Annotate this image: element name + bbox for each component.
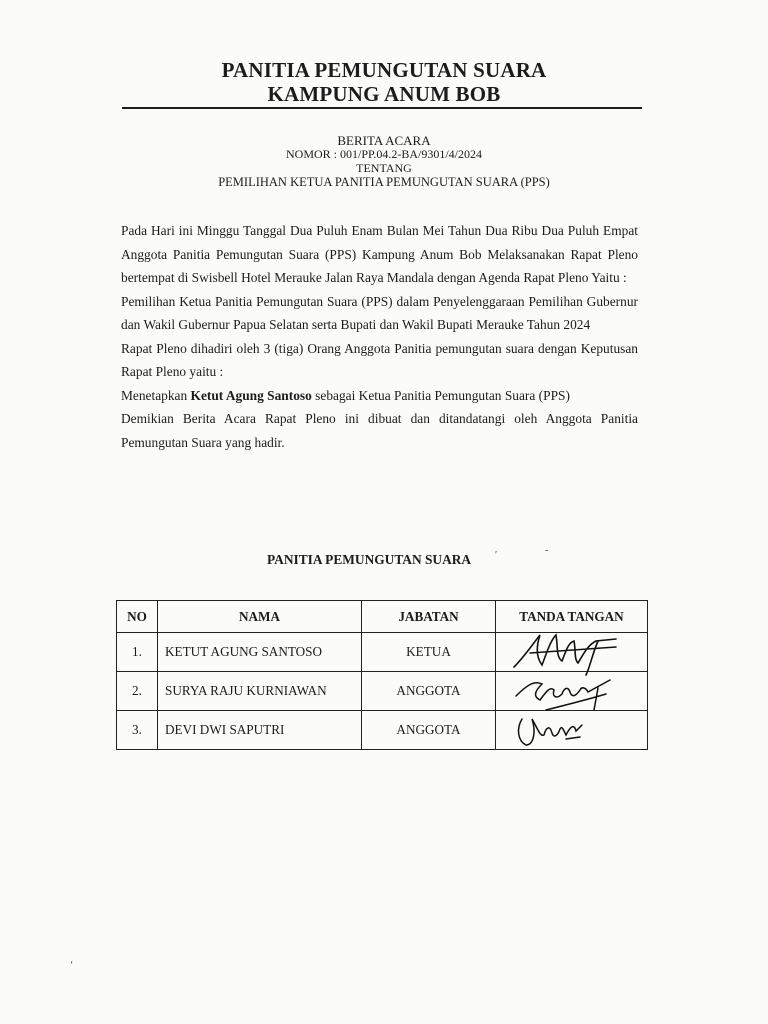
body-text xyxy=(121,219,638,454)
row-number: 2. xyxy=(117,672,158,711)
signature-table xyxy=(116,600,648,750)
doc-about: TENTANG xyxy=(356,161,412,175)
table-row xyxy=(117,711,648,750)
header-rule xyxy=(122,107,642,109)
paragraph-3: Rapat Pleno dihadiri oleh 3 (tiga) Orang Anggota Panitia pemungutan suara dengan Keputusan Rapat Pleno yaitu : xyxy=(121,340,638,379)
paragraph-2: Pemilihan Ketua Panitia Pemungutan Suara (PPS) dalam Penyelenggaraan Pemilihan Gubernur dan Wakil Gubernur Papua Selatan serta Bupati dan Wakil Bupati Merauke Tahun 2024 xyxy=(121,293,638,332)
signature-cell xyxy=(496,711,648,750)
committee-title: PANITIA PEMUNGUTAN SUARA xyxy=(267,552,472,567)
column-header-position: JABATAN xyxy=(362,601,496,633)
row-number: 1. xyxy=(117,633,158,672)
member-position: ANGGOTA xyxy=(362,672,496,711)
paragraph-4-post: sebagai Ketua Panitia Pemungutan Suara (PPS) xyxy=(311,387,570,403)
doc-number: NOMOR : 001/PP.04.2-BA/9301/4/2024 xyxy=(285,147,483,161)
paragraph-4 xyxy=(121,384,638,408)
signature-3 xyxy=(506,705,636,755)
doc-type: BERITA ACARA xyxy=(337,133,431,148)
row-number: 3. xyxy=(117,711,158,750)
paragraph-5: Demikian Berita Acara Rapat Pleno ini dibuat dan ditandatangi oleh Anggota Panitia Pemungutan Suara yang hadir. xyxy=(121,411,638,450)
paragraph-1: Pada Hari ini Minggu Tanggal Dua Puluh Enam Bulan Mei Tahun Dua Ribu Dua Puluh Empat Anggota Panitia Pemungutan Suara (PPS) Kampung Anum Bob Melaksanakan Rapat Pleno bertempat di Swisbell Hotel Merauke Jalan Raya Mandala dengan Agenda Rapat Pleno Yaitu : xyxy=(121,223,638,285)
column-header-signature: TANDA TANGAN xyxy=(496,601,648,633)
member-position: ANGGOTA xyxy=(362,711,496,750)
speck-mark: - xyxy=(545,545,549,556)
member-name: KETUT AGUNG SANTOSO xyxy=(158,633,362,672)
header-line-1: PANITIA PEMUNGUTAN SUARA xyxy=(221,58,547,82)
paragraph-4-pre: Menetapkan xyxy=(121,387,191,403)
column-header-name: NAMA xyxy=(158,601,362,633)
member-position: KETUA xyxy=(362,633,496,672)
column-header-no: NO xyxy=(117,601,158,633)
header-line-2: KAMPUNG ANUM BOB xyxy=(267,82,501,106)
member-name: SURYA RAJU KURNIAWAN xyxy=(158,672,362,711)
member-name: DEVI DWI SAPUTRI xyxy=(158,711,362,750)
speck-mark: ‘ xyxy=(70,960,74,971)
chair-name: Ketut Agung Santoso xyxy=(190,387,312,403)
doc-subject: PEMILIHAN KETUA PANITIA PEMUNGUTAN SUARA (PPS) xyxy=(218,175,550,189)
speck-mark: ′ xyxy=(495,550,498,561)
